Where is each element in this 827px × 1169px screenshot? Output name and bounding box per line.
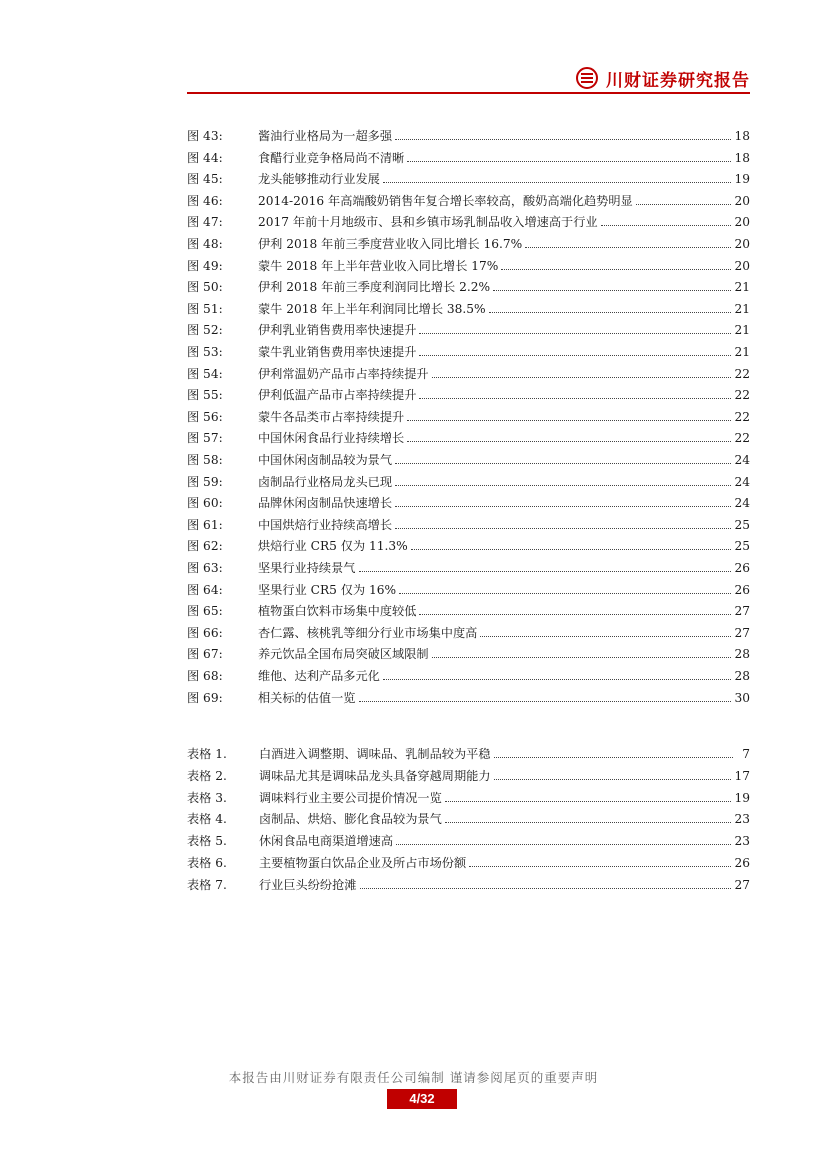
footer-disclaimer: 本报告由川财证券有限责任公司编制 谨请参阅尾页的重要声明 — [228, 1070, 599, 1085]
dot-leader — [501, 260, 731, 270]
dot-leader — [636, 195, 732, 205]
entry-page: 27 — [734, 625, 750, 640]
entry-title: 坚果行业持续景气 — [258, 561, 356, 575]
dot-leader — [407, 411, 731, 421]
entry-title: 2017 年前十月地级市、县和乡镇市场乳制品收入增速高于行业 — [258, 215, 598, 230]
entry-title: 杏仁露、核桃乳等细分行业市场集中度高 — [258, 625, 478, 640]
entry-title: 中国休闲卤制品较为景气 — [258, 453, 393, 467]
entry-title: 坚果行业 CR5 仅为 16% — [258, 582, 397, 597]
dot-leader — [359, 692, 732, 702]
dot-leader — [395, 519, 731, 529]
entry-label: 表格 2. — [187, 768, 227, 783]
entry-label: 图 68: — [187, 669, 223, 683]
entry-page: 18 — [734, 129, 750, 143]
entry-title: 调味料行业主要公司提价情况一览 — [259, 790, 442, 805]
entry-label: 图 67: — [187, 647, 223, 662]
entry-page: 21 — [734, 345, 750, 359]
entry-page: 26 — [734, 561, 750, 575]
figure-entry[interactable] — [187, 667, 750, 687]
entry-page: 24 — [734, 496, 750, 511]
figure-entry[interactable] — [187, 689, 750, 709]
entry-title: 休闲食品电商渠道增速高 — [259, 834, 394, 849]
chuancai-logo-icon — [576, 67, 598, 89]
figure-entry[interactable] — [187, 624, 750, 644]
dot-leader — [494, 770, 732, 780]
page-number: 4/32 — [387, 1089, 457, 1109]
dot-leader — [445, 792, 732, 802]
entry-title: 伊利低温产品市占率持续提升 — [258, 388, 417, 403]
dot-leader — [445, 813, 732, 823]
entry-title: 伊利 2018 年前三季度利润同比增长 2.2% — [258, 280, 491, 295]
figure-entry[interactable] — [187, 127, 750, 147]
figure-entry[interactable] — [187, 581, 750, 601]
entry-page: 23 — [734, 812, 750, 827]
figure-entry[interactable] — [187, 278, 750, 298]
figure-entry[interactable] — [187, 213, 750, 233]
entry-label: 表格 1. — [187, 747, 227, 761]
entry-label: 图 69: — [187, 690, 223, 705]
entry-label: 图 47: — [187, 215, 223, 230]
dot-leader — [480, 627, 731, 637]
entry-title: 主要植物蛋白饮品企业及所占市场份额 — [259, 856, 467, 870]
dot-leader — [395, 130, 731, 140]
entry-label: 图 56: — [187, 409, 223, 424]
entry-label: 图 65: — [187, 604, 223, 619]
entry-label: 图 50: — [187, 280, 223, 295]
entry-page: 7 — [742, 747, 750, 761]
figure-entry[interactable] — [187, 559, 750, 579]
entry-title: 品牌休闲卤制品快速增长 — [258, 496, 393, 511]
entry-label: 图 49: — [187, 258, 223, 273]
entry-page: 21 — [734, 280, 750, 295]
entry-label: 图 57: — [187, 431, 223, 446]
dot-leader — [407, 152, 731, 162]
figure-entry[interactable] — [187, 473, 750, 493]
figure-entry[interactable] — [187, 516, 750, 536]
dot-leader — [395, 497, 731, 507]
entry-title: 相关标的估值一览 — [258, 690, 356, 705]
entry-label: 表格 3. — [187, 790, 227, 805]
entry-label: 表格 5. — [187, 834, 227, 849]
dot-leader — [411, 540, 732, 550]
entry-title: 龙头能够推动行业发展 — [258, 172, 380, 187]
figure-entry[interactable] — [187, 537, 750, 557]
entry-title: 中国休闲食品行业持续增长 — [258, 431, 405, 446]
figure-entry[interactable] — [187, 257, 750, 277]
dot-leader — [383, 173, 732, 183]
entry-page: 20 — [734, 193, 750, 208]
header-title: 川财证券研究报告 — [606, 70, 750, 91]
entry-page: 22 — [734, 366, 750, 381]
entry-page: 23 — [734, 834, 750, 849]
entry-label: 图 45: — [187, 172, 223, 187]
entry-title: 白酒进入调整期、调味品、乳制品较为平稳 — [259, 747, 491, 761]
header-divider — [187, 92, 750, 94]
entry-title: 伊利 2018 年前三季度营业收入同比增长 16.7% — [258, 237, 523, 251]
entry-title: 卤制品行业格局龙头已现 — [258, 474, 393, 489]
entry-label: 图 51: — [187, 301, 223, 316]
entry-label: 图 64: — [187, 582, 223, 597]
table-entry[interactable] — [187, 745, 750, 765]
figure-entry[interactable] — [187, 300, 750, 320]
dot-leader — [419, 389, 731, 399]
table-entry[interactable] — [187, 789, 750, 809]
entry-label: 图 63: — [187, 561, 223, 575]
table-entry[interactable] — [187, 767, 750, 787]
figure-entry[interactable] — [187, 149, 750, 169]
entry-title: 维他、达利产品多元化 — [258, 669, 380, 683]
entry-page: 18 — [734, 150, 750, 165]
dot-leader — [399, 584, 731, 594]
table-entry[interactable] — [187, 876, 750, 896]
entry-page: 22 — [734, 409, 750, 424]
entry-page: 27 — [734, 877, 750, 892]
entry-label: 图 62: — [187, 539, 223, 554]
dot-leader — [525, 238, 731, 248]
entry-label: 图 55: — [187, 388, 223, 403]
dot-leader — [395, 476, 731, 486]
entry-title: 养元饮品全国布局突破区域限制 — [258, 647, 429, 662]
entry-page: 22 — [734, 388, 750, 403]
dot-leader — [494, 748, 733, 758]
entry-page: 20 — [734, 215, 750, 230]
entry-title: 食醋行业竞争格局尚不清晰 — [258, 150, 405, 165]
entry-title: 调味品尤其是调味品龙头具备穿越周期能力 — [259, 768, 491, 783]
figure-entry[interactable] — [187, 321, 750, 341]
entry-label: 表格 4. — [187, 812, 227, 827]
dot-leader — [396, 835, 731, 845]
entry-label: 图 44: — [187, 150, 223, 165]
figure-entry[interactable] — [187, 451, 750, 471]
report-header — [187, 64, 750, 92]
entry-title: 烘焙行业 CR5 仅为 11.3% — [258, 539, 408, 554]
entry-title: 2014-2016 年高端酸奶销售年复合增长率较高，酸奶高端化趋势明显 — [258, 193, 633, 208]
figure-entry[interactable] — [187, 494, 750, 514]
entry-label: 图 46: — [187, 193, 223, 208]
dot-leader — [493, 281, 731, 291]
table-entry[interactable] — [187, 832, 750, 852]
entry-label: 图 59: — [187, 474, 223, 489]
entry-page: 19 — [734, 172, 750, 187]
entry-page: 24 — [734, 453, 750, 467]
entry-page: 26 — [734, 582, 750, 597]
entry-page: 24 — [734, 474, 750, 489]
figure-entry[interactable] — [187, 235, 750, 255]
dot-leader — [407, 432, 731, 442]
entry-label: 图 61: — [187, 517, 223, 532]
entry-page: 25 — [734, 539, 750, 554]
entry-page: 20 — [734, 237, 750, 251]
entry-page: 26 — [734, 856, 750, 870]
dot-leader — [360, 879, 732, 889]
figure-entry[interactable] — [187, 602, 750, 622]
entry-title: 中国烘焙行业持续高增长 — [258, 517, 393, 532]
entry-label: 图 48: — [187, 237, 223, 251]
figure-entry[interactable] — [187, 429, 750, 449]
entry-title: 伊利常温奶产品市占率持续提升 — [258, 366, 429, 381]
dot-leader — [419, 324, 731, 334]
entry-page: 25 — [734, 517, 750, 532]
entry-title: 蒙牛 2018 年上半年利润同比增长 38.5% — [258, 301, 486, 316]
entry-label: 图 58: — [187, 453, 223, 467]
entry-title: 卤制品、烘焙、膨化食品较为景气 — [259, 812, 442, 827]
figure-entry[interactable] — [187, 645, 750, 665]
figure-entry[interactable] — [187, 408, 750, 428]
entry-title: 蒙牛各品类市占率持续提升 — [258, 409, 405, 424]
entry-label: 图 66: — [187, 625, 223, 640]
entry-page: 30 — [734, 690, 750, 705]
entry-label: 图 43: — [187, 129, 223, 143]
entry-page: 21 — [734, 323, 750, 338]
dot-leader — [489, 303, 732, 313]
dot-leader — [469, 857, 731, 867]
entry-label: 图 52: — [187, 323, 223, 338]
dot-leader — [383, 670, 732, 680]
entry-page: 28 — [734, 647, 750, 662]
dot-leader — [359, 562, 732, 572]
table-entry[interactable] — [187, 810, 750, 830]
entry-label: 表格 6. — [187, 856, 227, 870]
entry-title: 伊利乳业销售费用率快速提升 — [258, 323, 417, 338]
entry-page: 28 — [734, 669, 750, 683]
entry-page: 20 — [734, 258, 750, 273]
entry-page: 27 — [734, 604, 750, 619]
entry-title: 行业巨头纷纷抢滩 — [259, 877, 357, 892]
entry-page: 22 — [734, 431, 750, 446]
entry-label: 表格 7. — [187, 877, 227, 892]
figure-entry[interactable] — [187, 386, 750, 406]
dot-leader — [432, 648, 732, 658]
entry-page: 19 — [734, 790, 750, 805]
dot-leader — [432, 368, 732, 378]
entry-page: 21 — [734, 301, 750, 316]
entry-title: 蒙牛乳业销售费用率快速提升 — [258, 345, 417, 359]
dot-leader — [601, 216, 732, 226]
dot-leader — [419, 605, 731, 615]
entry-label: 图 54: — [187, 366, 223, 381]
entry-title: 酱油行业格局为一超多强 — [258, 129, 393, 143]
figure-entry[interactable] — [187, 343, 750, 363]
figure-entry[interactable] — [187, 192, 750, 212]
entry-title: 植物蛋白饮料市场集中度较低 — [258, 604, 417, 619]
figure-entry[interactable] — [187, 170, 750, 190]
entry-page: 17 — [734, 768, 750, 783]
table-entry[interactable] — [187, 854, 750, 874]
entry-title: 蒙牛 2018 年上半年营业收入同比增长 17% — [258, 258, 499, 273]
entry-label: 图 60: — [187, 496, 223, 511]
entry-label: 图 53: — [187, 345, 223, 359]
dot-leader — [419, 346, 731, 356]
dot-leader — [395, 454, 731, 464]
figure-entry[interactable] — [187, 365, 750, 385]
